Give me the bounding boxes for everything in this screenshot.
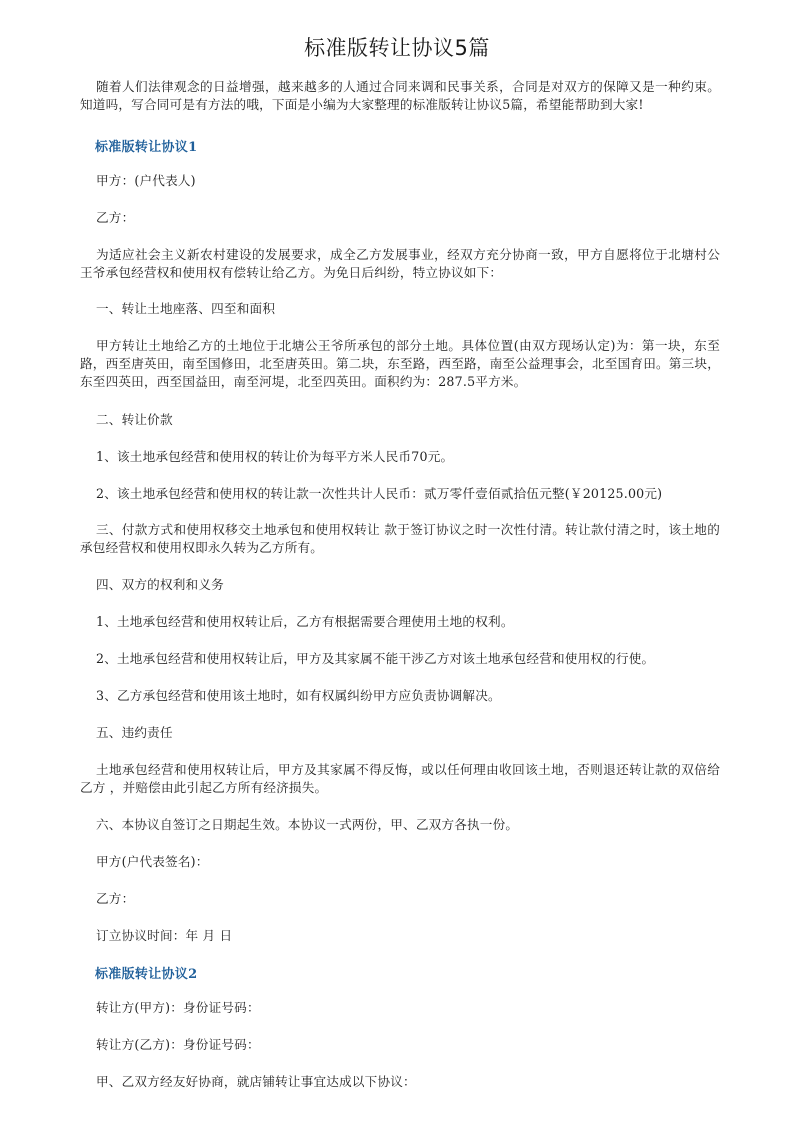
section-heading-2: 标准版转让协议2	[95, 967, 198, 982]
section-heading-1: 标准版转让协议1	[95, 140, 198, 155]
clause-4-item-3: 3、乙方承包经营和使用该土地时，如有权属纠纷甲方应负责协调解决。	[96, 688, 501, 703]
clause-heading-4: 四、双方的权利和义务	[96, 577, 224, 592]
transferee-line: 转让方(乙方)：身份证号码：	[96, 1037, 260, 1052]
agreement-date-line: 订立协议时间：年 月 日	[96, 928, 233, 943]
party-b-line: 乙方：	[96, 210, 135, 225]
clause-4-item-1: 1、土地承包经营和使用权转让后，乙方有根据需要合理使用土地的权利。	[96, 614, 514, 629]
section-2-preamble: 甲、乙双方经友好协商，就店铺转让事宜达成以下协议：	[96, 1074, 416, 1089]
transferor-line: 转让方(甲方)：身份证号码：	[96, 1000, 260, 1015]
clause-3-paragraph: 三、付款方式和使用权移交土地承包和使用权转让 款于签订协议之时一次性付清。转让款付清之时，该土地的承包经营权和使用权即永久转为乙方所有。	[80, 522, 720, 555]
clause-5-paragraph: 土地承包经营和使用权转让后，甲方及其家属不得反悔，或以任何理由收回该土地，否则退还转让款的双倍给乙方 ，并赔偿由此引起乙方所有经济损失。	[80, 762, 720, 795]
clause-4-item-2: 2、土地承包经营和使用权转让后，甲方及其家属不能干涉乙方对该土地承包经营和使用权的行使。	[96, 651, 655, 666]
clause-6-paragraph: 六、本协议自签订之日期起生效。本协议一式两份，甲、乙双方各执一份。	[96, 817, 519, 832]
clause-heading-5: 五、违约责任	[96, 725, 173, 740]
intro-paragraph: 随着人们法律观念的日益增强，越来越多的人通过合同来调和民事关系，合同是对双方的保障又是一种约束。知道吗，写合同可是有方法的哦，下面是小编为大家整理的标准版转让协议5篇，希望能帮助到大家!	[80, 79, 720, 112]
clause-1-paragraph: 甲方转让土地给乙方的土地位于北塘公王爷所承包的部分土地。具体位置(由双方现场认定)为：第一块，东至路，西至唐英田，南至国修田，北至唐英田。第二块，东至路，西至路，南至公益理事会，北至国育田。第三块，东至四英田，西至国益田，南至河堤，北至四英田。面积约为：287.5平方米。	[80, 338, 720, 389]
clause-heading-2: 二、转让价款	[96, 412, 173, 427]
clause-2-item-1: 1、该土地承包经营和使用权的转让价为每平方米人民币70元。	[96, 449, 454, 464]
signature-party-b: 乙方：	[96, 891, 135, 906]
preamble-paragraph: 为适应社会主义新农村建设的发展要求，成全乙方发展事业，经双方充分协商一致，甲方自愿将位于北塘村公王爷承包经营权和使用权有偿转让给乙方。为免日后纠纷，特立协议如下：	[80, 247, 720, 280]
signature-party-a: 甲方(户代表签名)：	[96, 854, 209, 869]
document-title: 标准版转让协议5篇	[304, 36, 490, 60]
clause-heading-1: 一、转让土地座落、四至和面积	[96, 301, 276, 316]
party-a-line: 甲方：(户代表人)	[96, 173, 196, 188]
clause-2-item-2: 2、该土地承包经营和使用权的转让款一次性共计人民币：贰万零仟壹佰贰拾伍元整(￥20125.00元)	[96, 486, 663, 501]
